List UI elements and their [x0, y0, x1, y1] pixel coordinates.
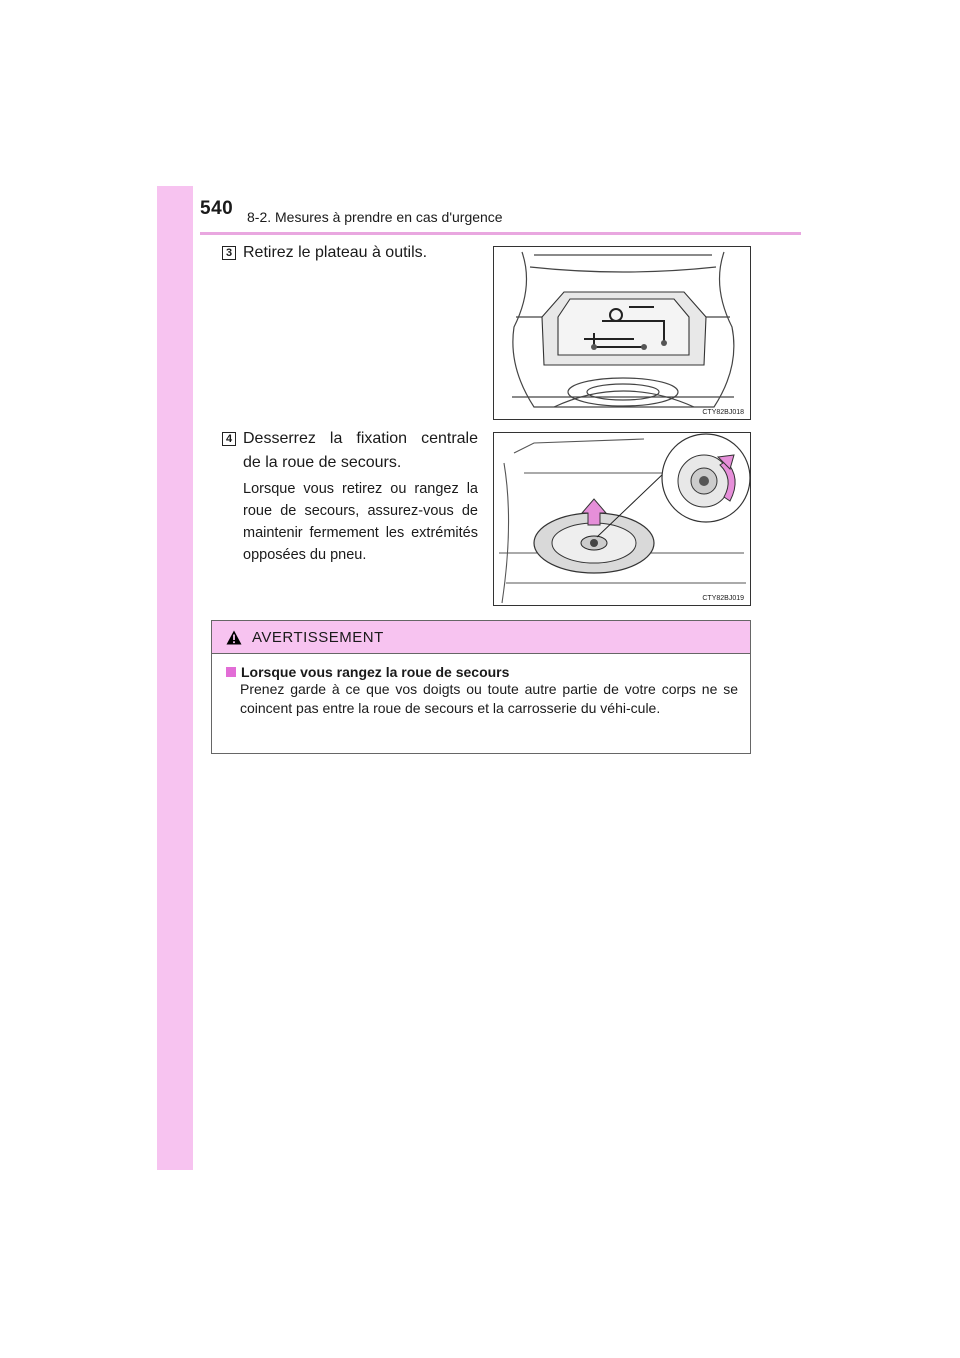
trunk-illustration	[494, 247, 751, 420]
spare-wheel-illustration	[494, 433, 751, 606]
figure-code: CTY82BJ018	[702, 409, 744, 416]
warning-text: Prenez garde à ce que vos doigts ou toute autre partie de votre corps ne se coincent pas entre la roue de secours et la carrosserie du véhi-cule.	[240, 681, 738, 716]
step-3-badge: 3	[222, 246, 236, 260]
step-4-badge: 4	[222, 432, 236, 446]
warning-header	[212, 621, 750, 654]
warning-triangle-icon	[226, 630, 242, 645]
warning-subtitle	[226, 664, 738, 680]
warning-title: AVERTISSEMENT	[252, 628, 384, 646]
step-3-instruction: Retirez le plateau à outils.	[243, 244, 428, 261]
figure-code: CTY82BJ019	[702, 595, 744, 602]
step-4-instruction-line2: de la roue de secours.	[243, 454, 402, 471]
warning-box	[211, 620, 751, 754]
side-tab-strip	[157, 186, 193, 1170]
page-number: 540	[200, 198, 234, 219]
trunk-tool-tray-figure	[493, 246, 751, 420]
warning-subtitle-text: Lorsque vous rangez la roue de secours	[241, 664, 510, 680]
section-title: 8-2. Mesures à prendre en cas d'urgence	[247, 209, 503, 225]
spare-wheel-figure	[493, 432, 751, 606]
header-divider	[200, 232, 801, 235]
step-4-instruction-line1: Desserrez la fixation centrale	[243, 430, 478, 447]
step-4-note: Lorsque vous retirez ou rangez la roue de secours, assurez-vous de maintenir fermement les extrémités opposées du pneu.	[243, 481, 478, 563]
warning-body	[212, 654, 750, 718]
bullet-square-icon	[226, 667, 236, 677]
